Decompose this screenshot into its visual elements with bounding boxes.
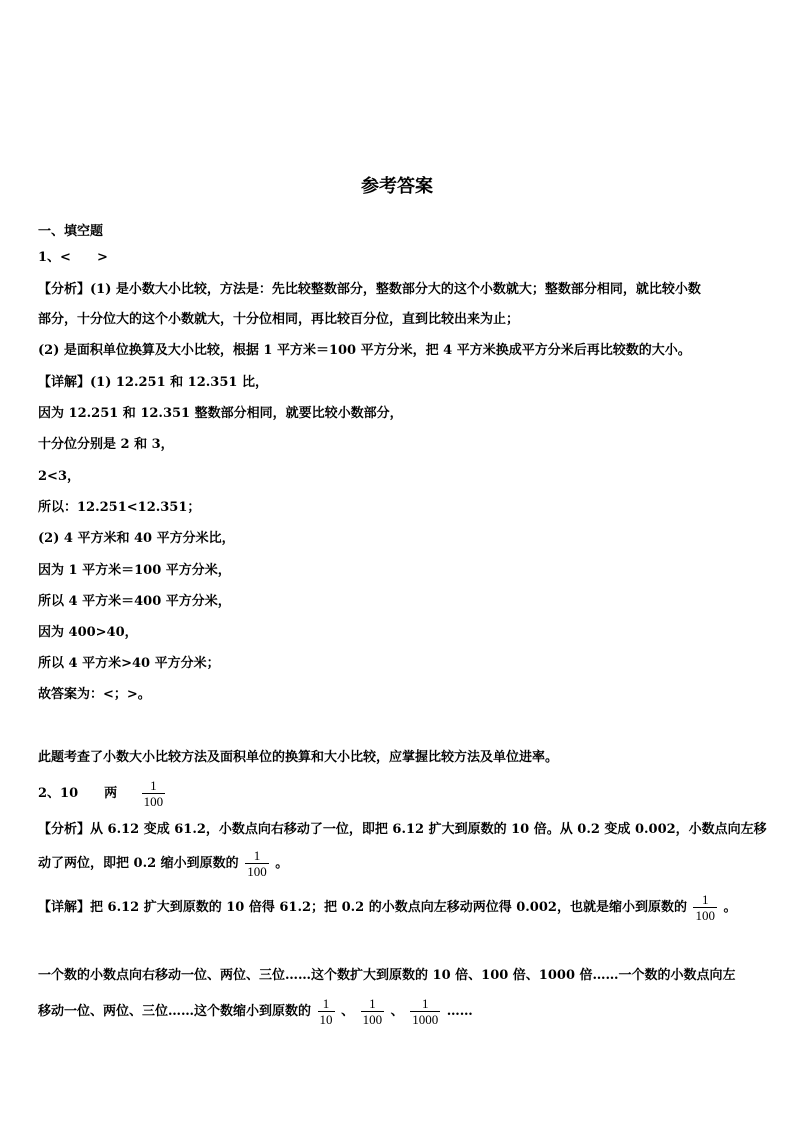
q2-detail-text: 【详解】把 6.12 扩大到原数的 10 倍得 61.2；把 0.2 的小数点向左移动两位得 0.002，也就是缩小到原数的 — [38, 900, 687, 915]
q2-comment-line: 一个数的小数点向右移动一位、两位、三位……这个数扩大到原数的 10 倍、100 倍、1000 倍……一个数的小数点向左 — [38, 968, 736, 983]
fraction-denominator: 100 — [247, 864, 267, 879]
q2-comment-text: 移动一位、两位、三位……这个数缩小到原数的 — [38, 1004, 312, 1019]
q1-analysis-line: (2) 是面积单位换算及大小比较，根据 1 平方米＝100 平方分米，把 4 平方米换成平方分米后再比较数的大小。 — [38, 343, 691, 358]
q2-detail-text: 。 — [723, 900, 737, 915]
q1-detail-line: 所以：12.251<12.351； — [38, 500, 201, 515]
fraction-numerator: 1 — [421, 996, 429, 1011]
q1-detail-line: 故答案为：<；>。 — [38, 687, 151, 702]
q1-answer: 1、< > — [38, 250, 108, 265]
fraction-denominator: 100 — [143, 794, 164, 809]
fraction-denominator: 100 — [362, 1012, 383, 1027]
separator: 、 — [390, 1004, 404, 1019]
q1-analysis-line: 部分，十分位大的这个小数就大，十分位相同，再比较百分位，直到比较出来为止； — [38, 312, 520, 327]
q1-detail-line: 所以 4 平方米>40 平方分米； — [38, 656, 220, 671]
q2-analysis-line — [38, 848, 758, 879]
q2-analysis-line: 【分析】从 6.12 变成 61.2，小数点向右移动了一位，即把 6.12 扩大到原数的 10 倍。从 0.2 变成 0.002，小数点向左移 — [38, 822, 767, 837]
q2-analysis-text: 。 — [275, 856, 289, 871]
fraction-denominator: 1000 — [412, 1012, 439, 1027]
fraction-denominator: 100 — [695, 908, 715, 923]
q1-analysis-line: 【分析】(1) 是小数大小比较，方法是：先比较整数部分，整数部分大的这个小数就大；整数部分相同，就比较小数 — [38, 282, 701, 297]
q1-detail-line: 所以 4 平方米＝400 平方分米， — [38, 594, 231, 609]
fraction — [245, 848, 269, 879]
fraction-numerator: 1 — [150, 778, 157, 793]
fraction-denominator: 10 — [319, 1012, 333, 1027]
q2-comment-line — [38, 996, 758, 1027]
q1-detail-line: (2) 4 平方米和 40 平方分米比， — [38, 531, 235, 546]
q1-detail-line: 因为 1 平方米＝100 平方分米， — [38, 563, 231, 578]
q2-detail-line — [38, 892, 758, 923]
q2-analysis-text: 动了两位，即把 0.2 缩小到原数的 — [38, 856, 239, 871]
page-title: 参考答案 — [361, 176, 433, 197]
fraction-numerator: 1 — [322, 996, 330, 1011]
q1-detail-line: 因为 12.251 和 12.351 整数部分相同，就要比较小数部分， — [38, 406, 403, 421]
q1-detail-line: 【详解】(1) 12.251 和 12.351 比， — [38, 375, 268, 390]
fraction-numerator: 1 — [701, 892, 709, 907]
fraction — [693, 892, 717, 923]
q1-detail-line: 2<3， — [38, 469, 80, 484]
fraction-numerator: 1 — [253, 848, 261, 863]
fraction — [318, 996, 335, 1027]
q1-detail-line: 因为 400>40， — [38, 625, 138, 640]
fraction-numerator: 1 — [369, 996, 376, 1011]
q1-comment: 此题考查了小数大小比较方法及面积单位的换算和大小比较，应掌握比较方法及单位进率。 — [38, 750, 559, 765]
fraction — [361, 996, 385, 1027]
q2-answer — [38, 778, 758, 809]
section-heading: 一、填空题 — [38, 224, 104, 239]
q2-comment-text: …… — [446, 1004, 473, 1019]
q1-detail-line: 十分位分别是 2 和 3， — [38, 437, 174, 452]
separator: 、 — [341, 1004, 355, 1019]
fraction — [410, 996, 440, 1027]
fraction — [142, 778, 166, 809]
q2-answer-text: 2、10 两 — [38, 786, 118, 801]
